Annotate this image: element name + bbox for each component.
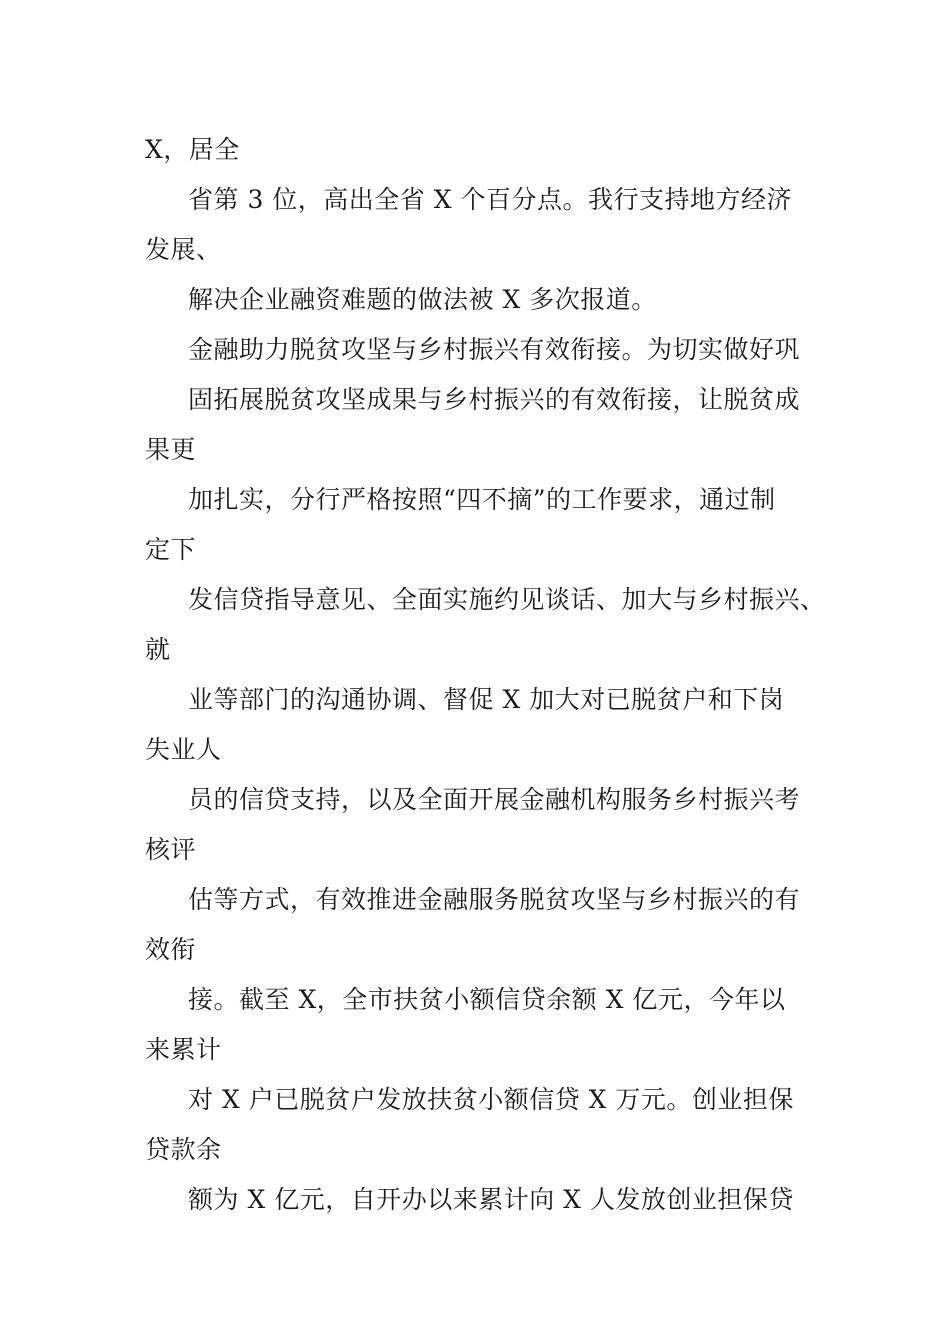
text-line: 固拓展脱贫攻坚成果与乡村振兴的有效衔接，让脱贫成	[188, 385, 801, 414]
text-line: 员的信贷支持，以及全面开展金融机构服务乡村振兴考	[188, 785, 801, 814]
text-line: 解决企业融资难题的做法被 X 多次报道。	[188, 285, 657, 314]
text-line: 效衔	[145, 935, 197, 964]
text-line: 省第 3 位，高出全省 X 个百分点。我行支持地方经济	[188, 185, 792, 214]
text-line: 发展、	[145, 235, 222, 264]
text-line: 定下	[145, 535, 197, 564]
text-line: 贷款余	[145, 1135, 222, 1164]
text-line: 额为 X 亿元，自开办以来累计向 X 人发放创业担保贷	[188, 1185, 794, 1214]
text-line: X，居全	[145, 135, 240, 164]
text-line: 业等部门的沟通协调、督促 X 加大对已脱贫户和下岗	[188, 685, 785, 714]
text-line: 金融助力脱贫攻坚与乡村振兴有效衔接。为切实做好巩	[188, 335, 801, 364]
text-line: 就	[145, 635, 171, 664]
text-line: 失业人	[145, 735, 222, 764]
text-line: 估等方式，有效推进金融服务脱贫攻坚与乡村振兴的有	[188, 885, 801, 914]
text-line: 加扎实，分行严格按照“四不摘”的工作要求，通过制	[188, 485, 776, 514]
text-line: 对 X 户已脱贫户发放扶贫小额信贷 X 万元。创业担保	[188, 1085, 794, 1114]
text-line: 来累计	[145, 1035, 222, 1064]
text-line: 果更	[145, 435, 197, 464]
text-line: 核评	[145, 835, 197, 864]
text-line: 接。截至 X，全市扶贫小额信贷余额 X 亿元，今年以	[188, 985, 786, 1014]
text-line: 发信贷指导意见、全面实施约见谈话、加大与乡村振兴、	[188, 585, 826, 614]
